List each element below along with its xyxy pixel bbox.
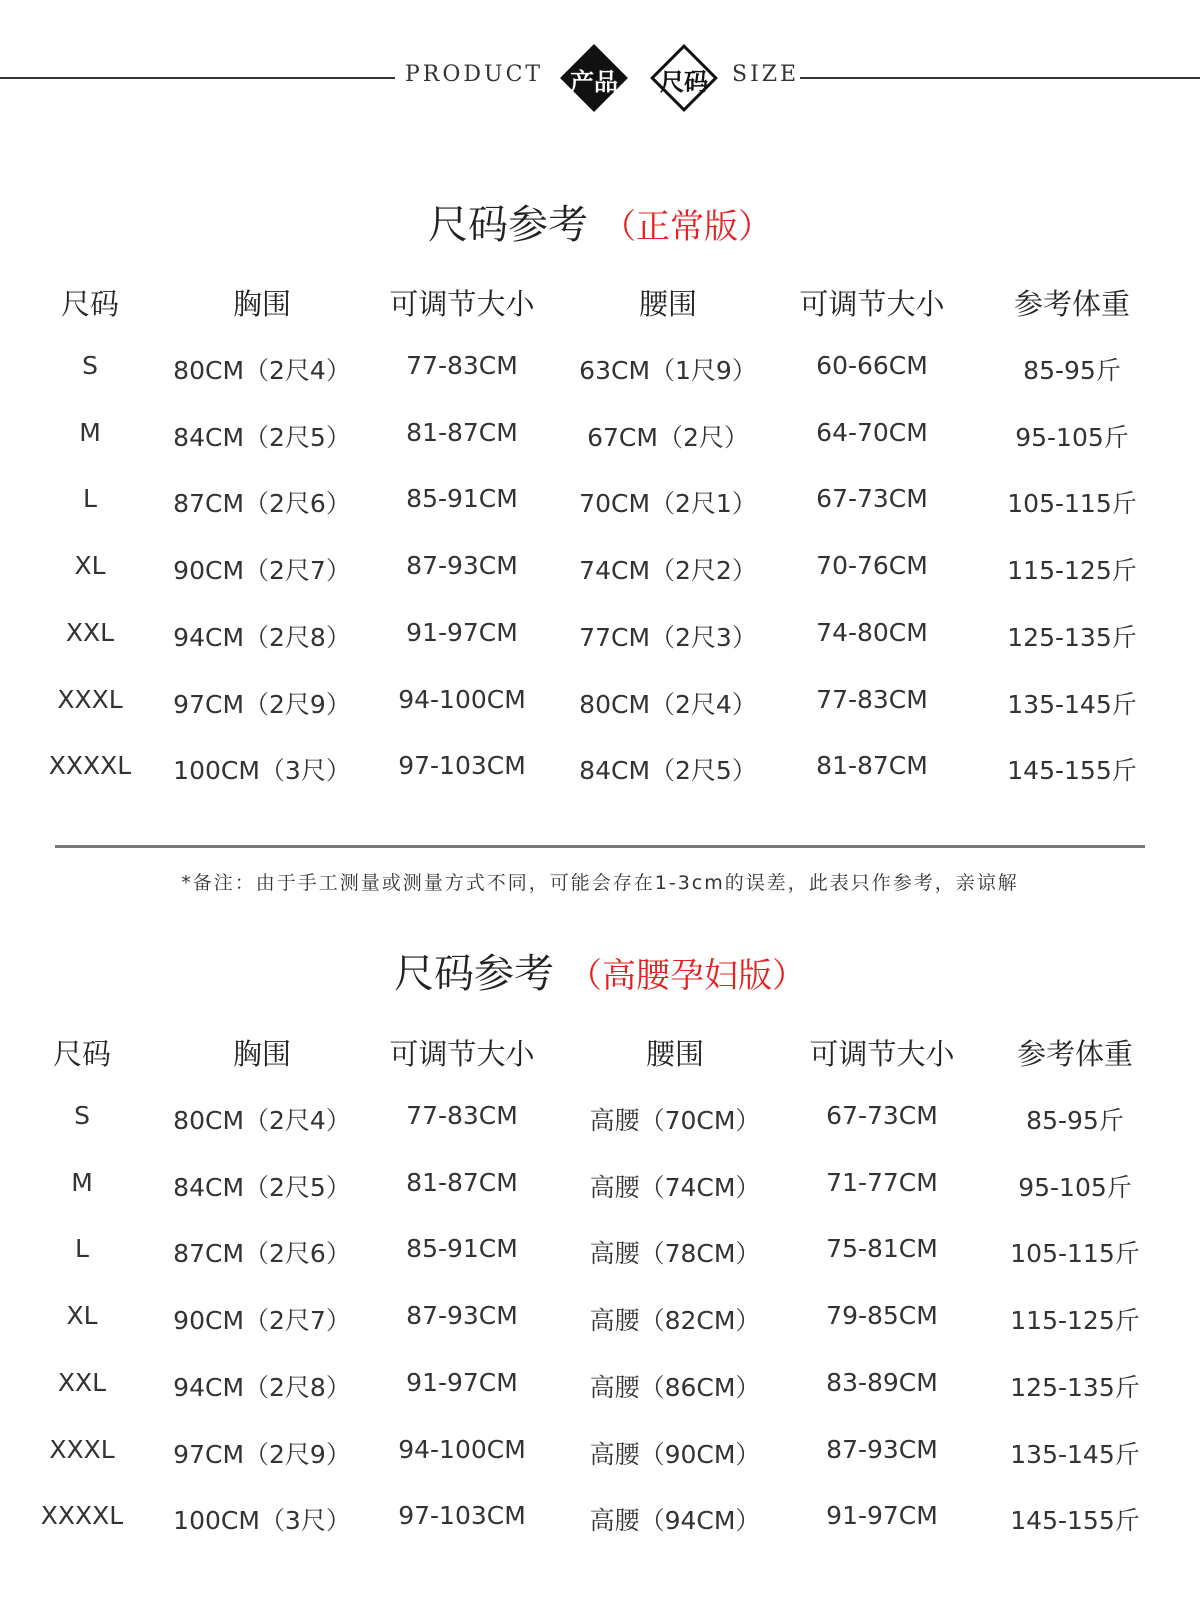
cell-weight: 125-135斤	[1007, 623, 1137, 652]
cell-chest: 87CM（2尺6）	[173, 1239, 351, 1268]
cell-chest: 84CM（2尺5）	[173, 423, 351, 452]
cell-chest-adjustable: 97-103CM	[398, 751, 526, 780]
table-row	[0, 1101, 1200, 1141]
cell-waist: 高腰（78CM）	[589, 1239, 761, 1268]
cell-waist: 高腰（90CM）	[589, 1440, 761, 1469]
cell-size: M	[79, 418, 101, 447]
cell-chest-adjustable: 85-91CM	[406, 1234, 518, 1263]
section-variant-label: （正常版）	[602, 207, 772, 247]
cell-weight: 85-95斤	[1026, 1106, 1124, 1135]
section-variant-label: （高腰孕妇版）	[568, 956, 806, 996]
cell-waist-adjustable: 70-76CM	[816, 551, 928, 580]
cell-size: XXL	[57, 1368, 107, 1397]
cell-weight: 145-155斤	[1007, 756, 1137, 785]
cell-size: L	[75, 1234, 89, 1263]
header-line-right	[800, 77, 1200, 79]
cell-size: XXXL	[49, 1435, 115, 1464]
badge-text-size: 尺码	[660, 68, 708, 96]
column-header-waist-adjustable: 可调节大小	[809, 1037, 955, 1071]
cell-waist-adjustable: 75-81CM	[826, 1234, 938, 1263]
cell-waist-adjustable: 79-85CM	[826, 1301, 938, 1330]
cell-chest: 84CM（2尺5）	[173, 1173, 351, 1202]
cell-chest: 97CM（2尺9）	[173, 1440, 351, 1469]
cell-chest: 80CM（2尺4）	[173, 356, 351, 385]
table-row	[0, 484, 1200, 524]
cell-waist-adjustable: 81-87CM	[816, 751, 928, 780]
cell-waist: 高腰（94CM）	[589, 1506, 761, 1535]
column-header-weight: 参考体重	[1016, 1037, 1134, 1071]
cell-waist: 80CM（2尺4）	[579, 690, 757, 719]
section-title-maternity	[0, 942, 1200, 999]
cell-weight: 105-115斤	[1010, 1239, 1140, 1268]
table-row	[0, 1168, 1200, 1208]
cell-waist-adjustable: 83-89CM	[826, 1368, 938, 1397]
cell-chest: 94CM（2尺8）	[173, 1373, 351, 1402]
table-row	[0, 751, 1200, 791]
cell-waist-adjustable: 67-73CM	[826, 1101, 938, 1130]
table-row	[0, 618, 1200, 658]
cell-chest-adjustable: 81-87CM	[406, 1168, 518, 1197]
cell-waist-adjustable: 64-70CM	[816, 418, 928, 447]
cell-weight: 145-155斤	[1010, 1506, 1140, 1535]
cell-chest-adjustable: 94-100CM	[398, 1435, 526, 1464]
header-word-size: SIZE	[732, 62, 800, 87]
cell-weight: 115-125斤	[1010, 1306, 1140, 1335]
column-header-chest-adjustable: 可调节大小	[389, 1037, 535, 1071]
divider	[55, 845, 1145, 848]
table-header-row	[0, 282, 1200, 322]
cell-waist-adjustable: 87-93CM	[826, 1435, 938, 1464]
cell-chest-adjustable: 85-91CM	[406, 484, 518, 513]
badge-text-product: 产品	[570, 68, 618, 96]
cell-chest-adjustable: 97-103CM	[398, 1501, 526, 1530]
cell-chest-adjustable: 81-87CM	[406, 418, 518, 447]
cell-waist: 63CM（1尺9）	[579, 356, 757, 385]
measurement-note: *备注：由于手工测量或测量方式不同，可能会存在1-3cm的误差，此表只作参考，亲谅解	[181, 872, 1019, 894]
cell-size: S	[82, 351, 98, 380]
table-row	[0, 1368, 1200, 1408]
cell-waist-adjustable: 77-83CM	[816, 685, 928, 714]
cell-chest: 87CM（2尺6）	[173, 489, 351, 518]
cell-size: XXL	[65, 618, 115, 647]
cell-weight: 95-105斤	[1018, 1173, 1132, 1202]
column-header-waist: 腰围	[645, 1037, 705, 1071]
cell-size: L	[83, 484, 97, 513]
table-row	[0, 1435, 1200, 1475]
cell-size: XL	[74, 551, 106, 580]
section-title-text: 尺码参考	[428, 202, 588, 248]
cell-chest: 94CM（2尺8）	[173, 623, 351, 652]
table-row	[0, 1301, 1200, 1341]
cell-waist-adjustable: 74-80CM	[816, 618, 928, 647]
column-header-size: 尺码	[52, 1037, 112, 1071]
cell-waist-adjustable: 60-66CM	[816, 351, 928, 380]
cell-chest-adjustable: 77-83CM	[406, 351, 518, 380]
cell-chest-adjustable: 87-93CM	[406, 551, 518, 580]
column-header-chest: 胸围	[232, 1037, 292, 1071]
table-row	[0, 1234, 1200, 1274]
cell-chest: 90CM（2尺7）	[173, 1306, 351, 1335]
cell-size: S	[74, 1101, 90, 1130]
header-line-left	[0, 77, 395, 79]
cell-waist: 高腰（86CM）	[589, 1373, 761, 1402]
cell-waist: 高腰（82CM）	[589, 1306, 761, 1335]
column-header-size: 尺码	[60, 287, 120, 321]
table-row	[0, 418, 1200, 458]
cell-weight: 95-105斤	[1015, 423, 1129, 452]
cell-weight: 115-125斤	[1007, 556, 1137, 585]
cell-waist: 高腰（70CM）	[589, 1106, 761, 1135]
cell-size: M	[71, 1168, 93, 1197]
cell-chest: 100CM（3尺）	[173, 756, 351, 785]
cell-size: XL	[66, 1301, 98, 1330]
cell-chest: 80CM（2尺4）	[173, 1106, 351, 1135]
cell-waist: 77CM（2尺3）	[579, 623, 757, 652]
column-header-chest: 胸围	[232, 287, 292, 321]
cell-waist: 67CM（2尺）	[587, 423, 749, 452]
cell-weight: 105-115斤	[1007, 489, 1137, 518]
cell-chest: 97CM（2尺9）	[173, 690, 351, 719]
cell-weight: 85-95斤	[1023, 356, 1121, 385]
cell-waist-adjustable: 71-77CM	[826, 1168, 938, 1197]
cell-chest: 100CM（3尺）	[173, 1506, 351, 1535]
table-row	[0, 351, 1200, 391]
cell-waist: 74CM（2尺2）	[579, 556, 757, 585]
cell-chest-adjustable: 87-93CM	[406, 1301, 518, 1330]
cell-waist: 84CM（2尺5）	[579, 756, 757, 785]
section-title-normal	[0, 193, 1200, 250]
cell-waist: 高腰（74CM）	[589, 1173, 761, 1202]
cell-weight: 135-145斤	[1007, 690, 1137, 719]
table-row	[0, 1501, 1200, 1541]
cell-weight: 135-145斤	[1010, 1440, 1140, 1469]
cell-waist: 70CM（2尺1）	[579, 489, 757, 518]
cell-size: XXXXL	[40, 1501, 124, 1530]
cell-size: XXXL	[57, 685, 123, 714]
cell-size: XXXXL	[48, 751, 132, 780]
section-title-text: 尺码参考	[394, 951, 554, 997]
table-row	[0, 551, 1200, 591]
cell-waist-adjustable: 67-73CM	[816, 484, 928, 513]
cell-chest-adjustable: 91-97CM	[406, 618, 518, 647]
cell-chest-adjustable: 77-83CM	[406, 1101, 518, 1130]
cell-waist-adjustable: 91-97CM	[826, 1501, 938, 1530]
header-word-product: PRODUCT	[405, 62, 544, 87]
table-row	[0, 685, 1200, 725]
column-header-waist: 腰围	[638, 287, 698, 321]
column-header-waist-adjustable: 可调节大小	[799, 287, 945, 321]
cell-chest-adjustable: 94-100CM	[398, 685, 526, 714]
cell-chest-adjustable: 91-97CM	[406, 1368, 518, 1397]
cell-chest: 90CM（2尺7）	[173, 556, 351, 585]
column-header-weight: 参考体重	[1013, 287, 1131, 321]
table-header-row	[0, 1032, 1200, 1072]
cell-weight: 125-135斤	[1010, 1373, 1140, 1402]
column-header-chest-adjustable: 可调节大小	[389, 287, 535, 321]
